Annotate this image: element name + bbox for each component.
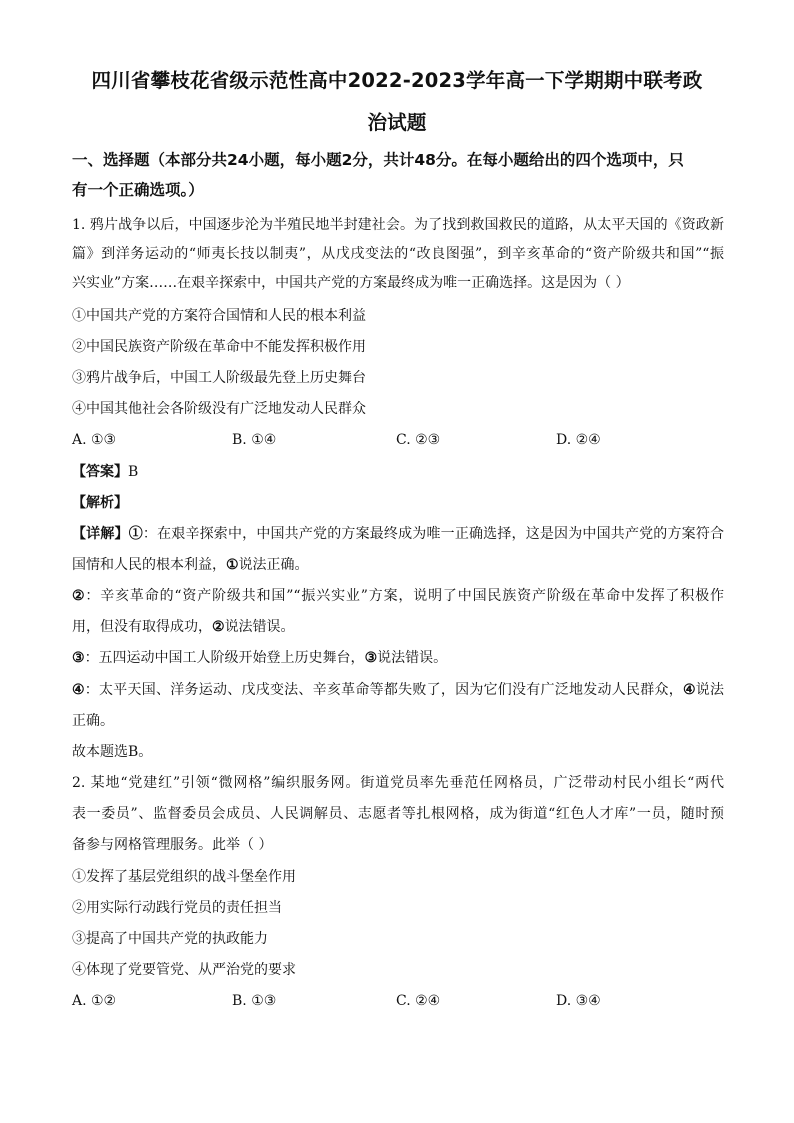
section-heading-line-1: 一、选择题（本部分共24小题，每小题2分，共计48分。在每小题给出的四个选项中，只 — [72, 151, 684, 169]
detail-label: 【详解】 — [72, 526, 129, 542]
q1-explain-line-6 — [72, 680, 724, 700]
explain-1-num: ① — [128, 526, 143, 542]
q1-explain-line-5 — [72, 648, 724, 668]
q2-option-a: A. ①② — [72, 993, 117, 1009]
q1-statement-2: ②中国民族资产阶级在革命中不能发挥积极作用 — [72, 339, 366, 355]
q1-option-a: A. ①③ — [72, 432, 117, 448]
answer-label: 【答案】 — [72, 464, 128, 480]
q2-option-b: B. ①③ — [232, 993, 277, 1009]
q2-option-d: D. ③④ — [556, 993, 601, 1009]
section-heading-line-2: 有一个正确选项。） — [72, 181, 204, 199]
q1-stem-line-1: 1. 鸦片战争以后，中国逐步沦为半殖民地半封建社会。为了找到救国救民的道路，从太平天国的《资政新 — [72, 217, 724, 233]
explain-4-text: ：太平天国、洋务运动、戊戌变法、辛亥革命等都失败了，因为它们没有广泛地发动人民群众， — [84, 682, 683, 698]
q1-statement-3: ③鸦片战争后，中国工人阶级最先登上历史舞台 — [72, 370, 366, 386]
explain-2-cont: 用，但没有取得成功， — [72, 619, 212, 635]
q1-explain-line-4 — [72, 617, 724, 637]
explain-2-ref: ② — [212, 619, 225, 635]
q2-option-c: C. ②④ — [396, 993, 441, 1009]
explain-4-ref: ④ — [682, 682, 696, 698]
explain-2-text: ：辛亥革命的“资产阶级共和国”“振兴实业”方案，说明了中国民族资产阶级在革命中发挥了积极作 — [85, 588, 724, 604]
q1-stem-line-3: 兴实业”方案……在艰辛探索中，中国共产党的方案最终成为唯一正确选择。这是因为（ ） — [72, 275, 630, 291]
explain-1-cont: 国情和人民的根本利益， — [72, 557, 226, 573]
q1-explain-line-7: 正确。 — [72, 713, 114, 729]
q1-explain-line-2 — [72, 555, 724, 575]
q1-conclusion: 故本题选B。 — [72, 744, 153, 760]
explain-2-end: 说法错误。 — [224, 619, 295, 635]
explain-3-ref: ③ — [364, 650, 378, 666]
q1-statement-4: ④中国其他社会各阶级没有广泛地发动人民群众 — [72, 401, 366, 417]
explain-1-ref: ① — [226, 557, 239, 573]
q1-option-d: D. ②④ — [556, 432, 601, 448]
q2-stem-line-3: 备参与网格管理服务。此举（ ） — [72, 837, 273, 853]
page-title-line-2: 治试题 — [367, 111, 427, 134]
explain-1-end: 说法正确。 — [238, 557, 309, 573]
q1-statement-1: ①中国共产党的方案符合国情和人民的根本利益 — [72, 308, 366, 324]
q2-stem-line-2: 表一委员”、监督委员会成员、人民调解员、志愿者等扎根网格，成为街道“红色人才库”一员，随时预 — [72, 806, 724, 822]
explain-4-end: 说法 — [695, 682, 724, 698]
explain-3-num: ③ — [72, 650, 85, 666]
q1-analysis-label: 【解析】 — [72, 495, 128, 511]
q2-statement-3: ③提高了中国共产党的执政能力 — [72, 931, 268, 947]
q1-explain-line-3 — [72, 586, 724, 606]
q1-explain-line-1 — [72, 524, 724, 544]
explain-3-end: 说法错误。 — [377, 650, 448, 666]
q2-stem-line-1: 2. 某地“党建红”引领“微网格”编织服务网。街道党员率先垂范任网格员，广泛带动村民小组长“两代 — [72, 775, 724, 791]
page-title-line-1: 四川省攀枝花省级示范性高中2022-2023学年高一下学期期中联考政 — [91, 69, 703, 92]
explain-4-num: ④ — [72, 682, 85, 698]
q2-statement-2: ②用实际行动践行党员的责任担当 — [72, 900, 282, 916]
q1-stem-line-2: 篇》到洋务运动的“师夷长技以制夷”，从戊戌变法的“改良图强”，到辛亥革命的“资产阶级共和国”“振 — [72, 246, 724, 262]
q2-statement-4: ④体现了党要管党、从严治党的要求 — [72, 962, 296, 978]
explain-1-text: ：在艰辛探索中，中国共产党的方案最终成为唯一正确选择，这是因为中国共产党的方案符合 — [142, 526, 725, 542]
q1-answer — [72, 462, 724, 482]
answer-value: B — [128, 464, 139, 480]
explain-2-num: ② — [72, 588, 86, 604]
q2-statement-1: ①发挥了基层党组织的战斗堡垒作用 — [72, 869, 296, 885]
q1-option-c: C. ②③ — [396, 432, 441, 448]
explain-3-text: ：五四运动中国工人阶级开始登上历史舞台， — [84, 650, 365, 666]
q1-option-b: B. ①④ — [232, 432, 277, 448]
